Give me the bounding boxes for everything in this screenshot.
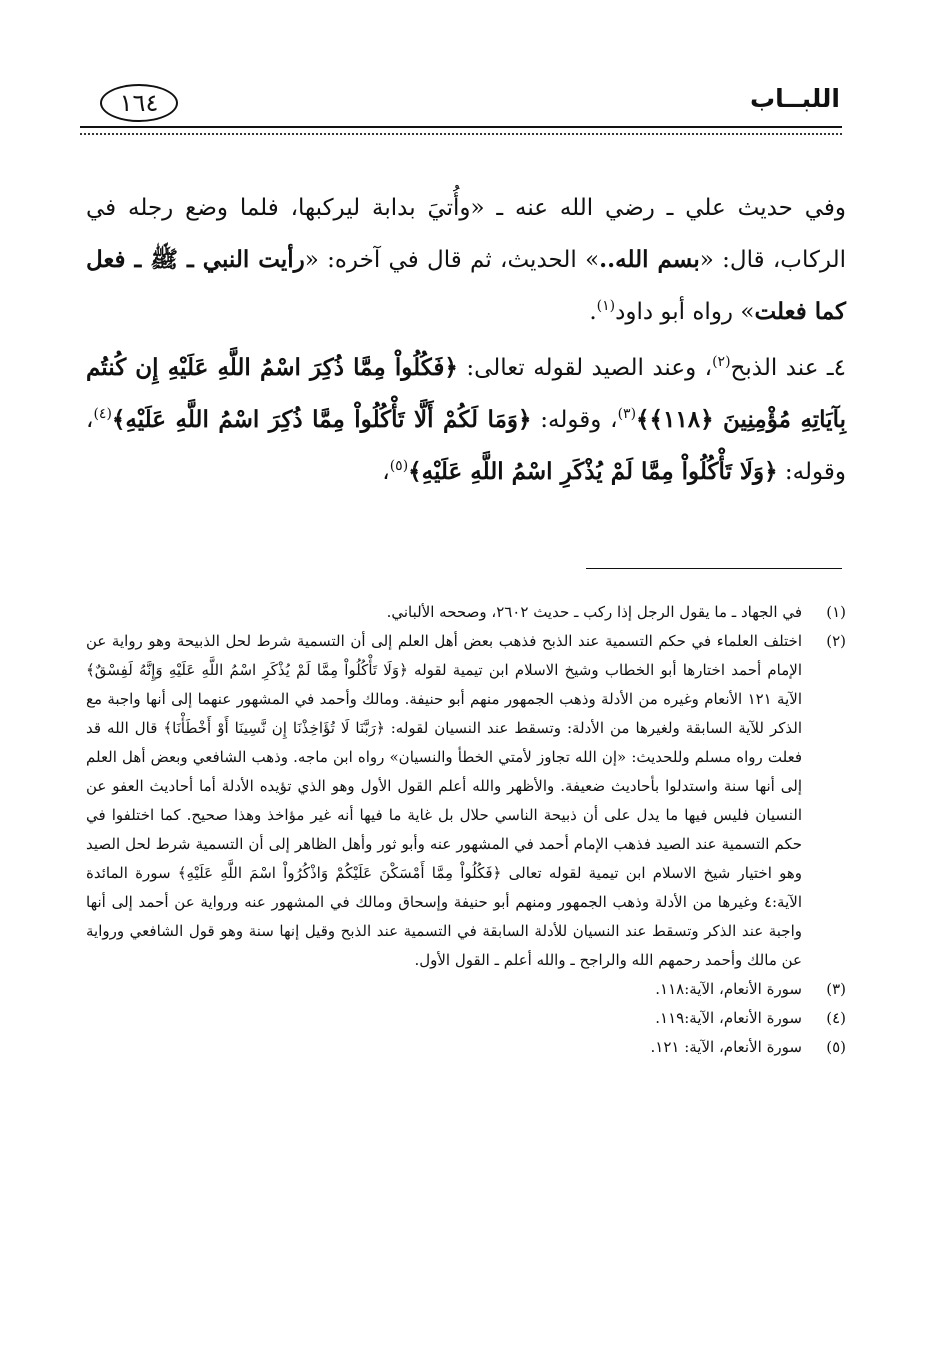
footnote-text: سورة الأنعام، الآية:١١٩. bbox=[655, 1009, 802, 1027]
footnote bbox=[86, 598, 846, 627]
footnote-ref[interactable]: (١) bbox=[596, 298, 616, 314]
footnote-text: سورة الأنعام، الآية:١١٨. bbox=[655, 980, 802, 998]
footnote bbox=[86, 1033, 846, 1062]
paragraph-text: ، bbox=[382, 459, 390, 485]
paragraph-slaughter bbox=[86, 342, 846, 498]
paragraph-text: ، وقوله: bbox=[86, 407, 846, 485]
book-title: اللبــاب bbox=[750, 84, 840, 113]
footnotes bbox=[86, 598, 846, 1062]
footnote-divider bbox=[586, 568, 842, 569]
footnote-number: (١) bbox=[826, 603, 846, 621]
paragraph-text: ، وعند الصيد لقوله تعالى: bbox=[457, 355, 713, 381]
footnote-ref[interactable]: (٣) bbox=[617, 406, 637, 422]
footnote-ref[interactable]: (٤) bbox=[93, 406, 112, 422]
footnote-text: في الجهاد ـ ما يقول الرجل إذا ركب ـ حديث ٢٦٠٢، وصححه الألباني. bbox=[386, 603, 802, 621]
quran-verse: ﴿وَلَا تَأْكُلُواْ مِمَّا لَمْ يُذْكَرِ اسْمُ اللَّهِ عَلَيْهِ﴾ bbox=[408, 458, 778, 485]
paragraph-text: » رواه أبو داود bbox=[615, 299, 755, 325]
footnote-ref[interactable]: (٢) bbox=[712, 354, 731, 370]
page-header bbox=[80, 82, 840, 124]
paragraph-text: وفي حديث علي ـ رضي الله عنه ـ «وأُتيَ بدابة ليركبها، فلما وضع رجله في الركاب، قال: « bbox=[86, 195, 847, 273]
footnote-number: (٣) bbox=[826, 980, 846, 998]
footnote bbox=[86, 627, 846, 975]
footnote-text: سورة الأنعام، الآية: ١٢١. bbox=[650, 1038, 802, 1056]
page-number: ١٦٤ bbox=[100, 84, 178, 122]
footnote-text: اختلف العلماء في حكم التسمية عند الذبح فذهب بعض أهل العلم إلى أن التسمية شرط لحل الذبيحة وهو رواية عن الإمام أحمد اختارها أبو الخطاب وشيخ الاسلام ابن تيمية لقوله ﴿وَلَا تَأْكُلُواْ مِمَّا لَمْ يُذْكَرِ اسْمُ اللَّهِ عَلَيْهِ وَإِنَّهُ لَفِسْقٌ﴾ الآية ١٢١ الأنعام وغيره من الأدلة وذهب الجمهور منهم أبو حنيفة. ومالك وأحمد في المشهور عنهما إلى أنها واجبة مع الذكر للآية السابقة ولغيرها من الأدلة: وتسقط عند النسيان لقوله: ﴿رَبَّنَا لَا تُؤَاخِذْنَا إِن نَّسِينَا أَوْ أَخْطَأْنَا﴾ قال الله قد فعلت رواه مسلم وللحديث: «إن الله تجاوز لأمتي الخطأ والنسيان» رواه ابن ماجه. وذهب الشافعي وبعض أهل العلم إلى أنها سنة واستدلوا بأحاديث ضعيفة. والأظهر والله أعلم القول الأول وهو الذي تؤيده الأدلة أما أحاديث العفو عن النسيان فليس فيها ما يدل على أن ذبيحة الناسي حلال بل غاية ما فيها أنه غير مؤاخذ وهذا صحيح. كما اختلفوا في حكم التسمية عند الصيد فذهب الإمام أحمد في المشهور عنه وأبو ثور وأهل الظاهر إلى أن التسمية شرط لحل الصيد وهو اختيار شيخ الاسلام ابن تيمية لقوله تعالى ﴿فَكُلُواْ مِمَّا أَمْسَكْنَ عَلَيْكُمْ وَاذْكُرُواْ اسْمَ اللَّهِ عَلَيْهِ﴾ سورة المائدة الآية:٤ وغيرها من الأدلة وذهب الجمهور ومنهم أبو حنيفة وإسحاق ومالك في المشهور عنه ورواية عن أحمد إلى أنها واجبة عند الذكر وتسقط عند النسيان للأدلة السابقة في التسمية عند الذبح وقيل إنها سنة وهو قول الشافعي ورواية عن مالك وأحمد رحمهم الله والراجح ـ والله أعلم ـ القول الأول. bbox=[86, 632, 802, 969]
footnote-ref[interactable]: (٥) bbox=[389, 458, 409, 474]
paragraph-hadith bbox=[86, 183, 846, 338]
paragraph-text: . bbox=[589, 299, 597, 325]
quran-verse: ﴿فَكُلُواْ مِمَّا ذُكِرَ اسْمُ اللَّهِ عَلَيْهِ إِن كُنتُم بِآيَاتِهِ مُؤْمِنِينَ ﴿١١٨﴾﴾ bbox=[86, 354, 846, 433]
bold-quote: بسم الله.. bbox=[599, 246, 700, 273]
header-rule bbox=[80, 126, 842, 135]
footnote-number: (٢) bbox=[826, 632, 846, 650]
paragraph-text: ، وقوله: bbox=[531, 407, 618, 433]
paragraph-text: » الحديث، ثم قال في آخره: « bbox=[304, 247, 600, 273]
main-text bbox=[86, 183, 846, 498]
footnote-number: (٥) bbox=[826, 1038, 846, 1056]
bold-quote: رأيت النبي ـ ﷺ ـ فعل كما فعلت bbox=[86, 246, 846, 325]
footnote-number: (٤) bbox=[826, 1009, 846, 1027]
footnote bbox=[86, 975, 846, 1004]
paragraph-text: ٤ـ عند الذبح bbox=[730, 355, 846, 381]
footnote bbox=[86, 1004, 846, 1033]
quran-verse: ﴿وَمَا لَكُمْ أَلَّا تَأْكُلُواْ مِمَّا ذُكِرَ اسْمُ اللَّهِ عَلَيْهِ﴾ bbox=[111, 406, 532, 433]
